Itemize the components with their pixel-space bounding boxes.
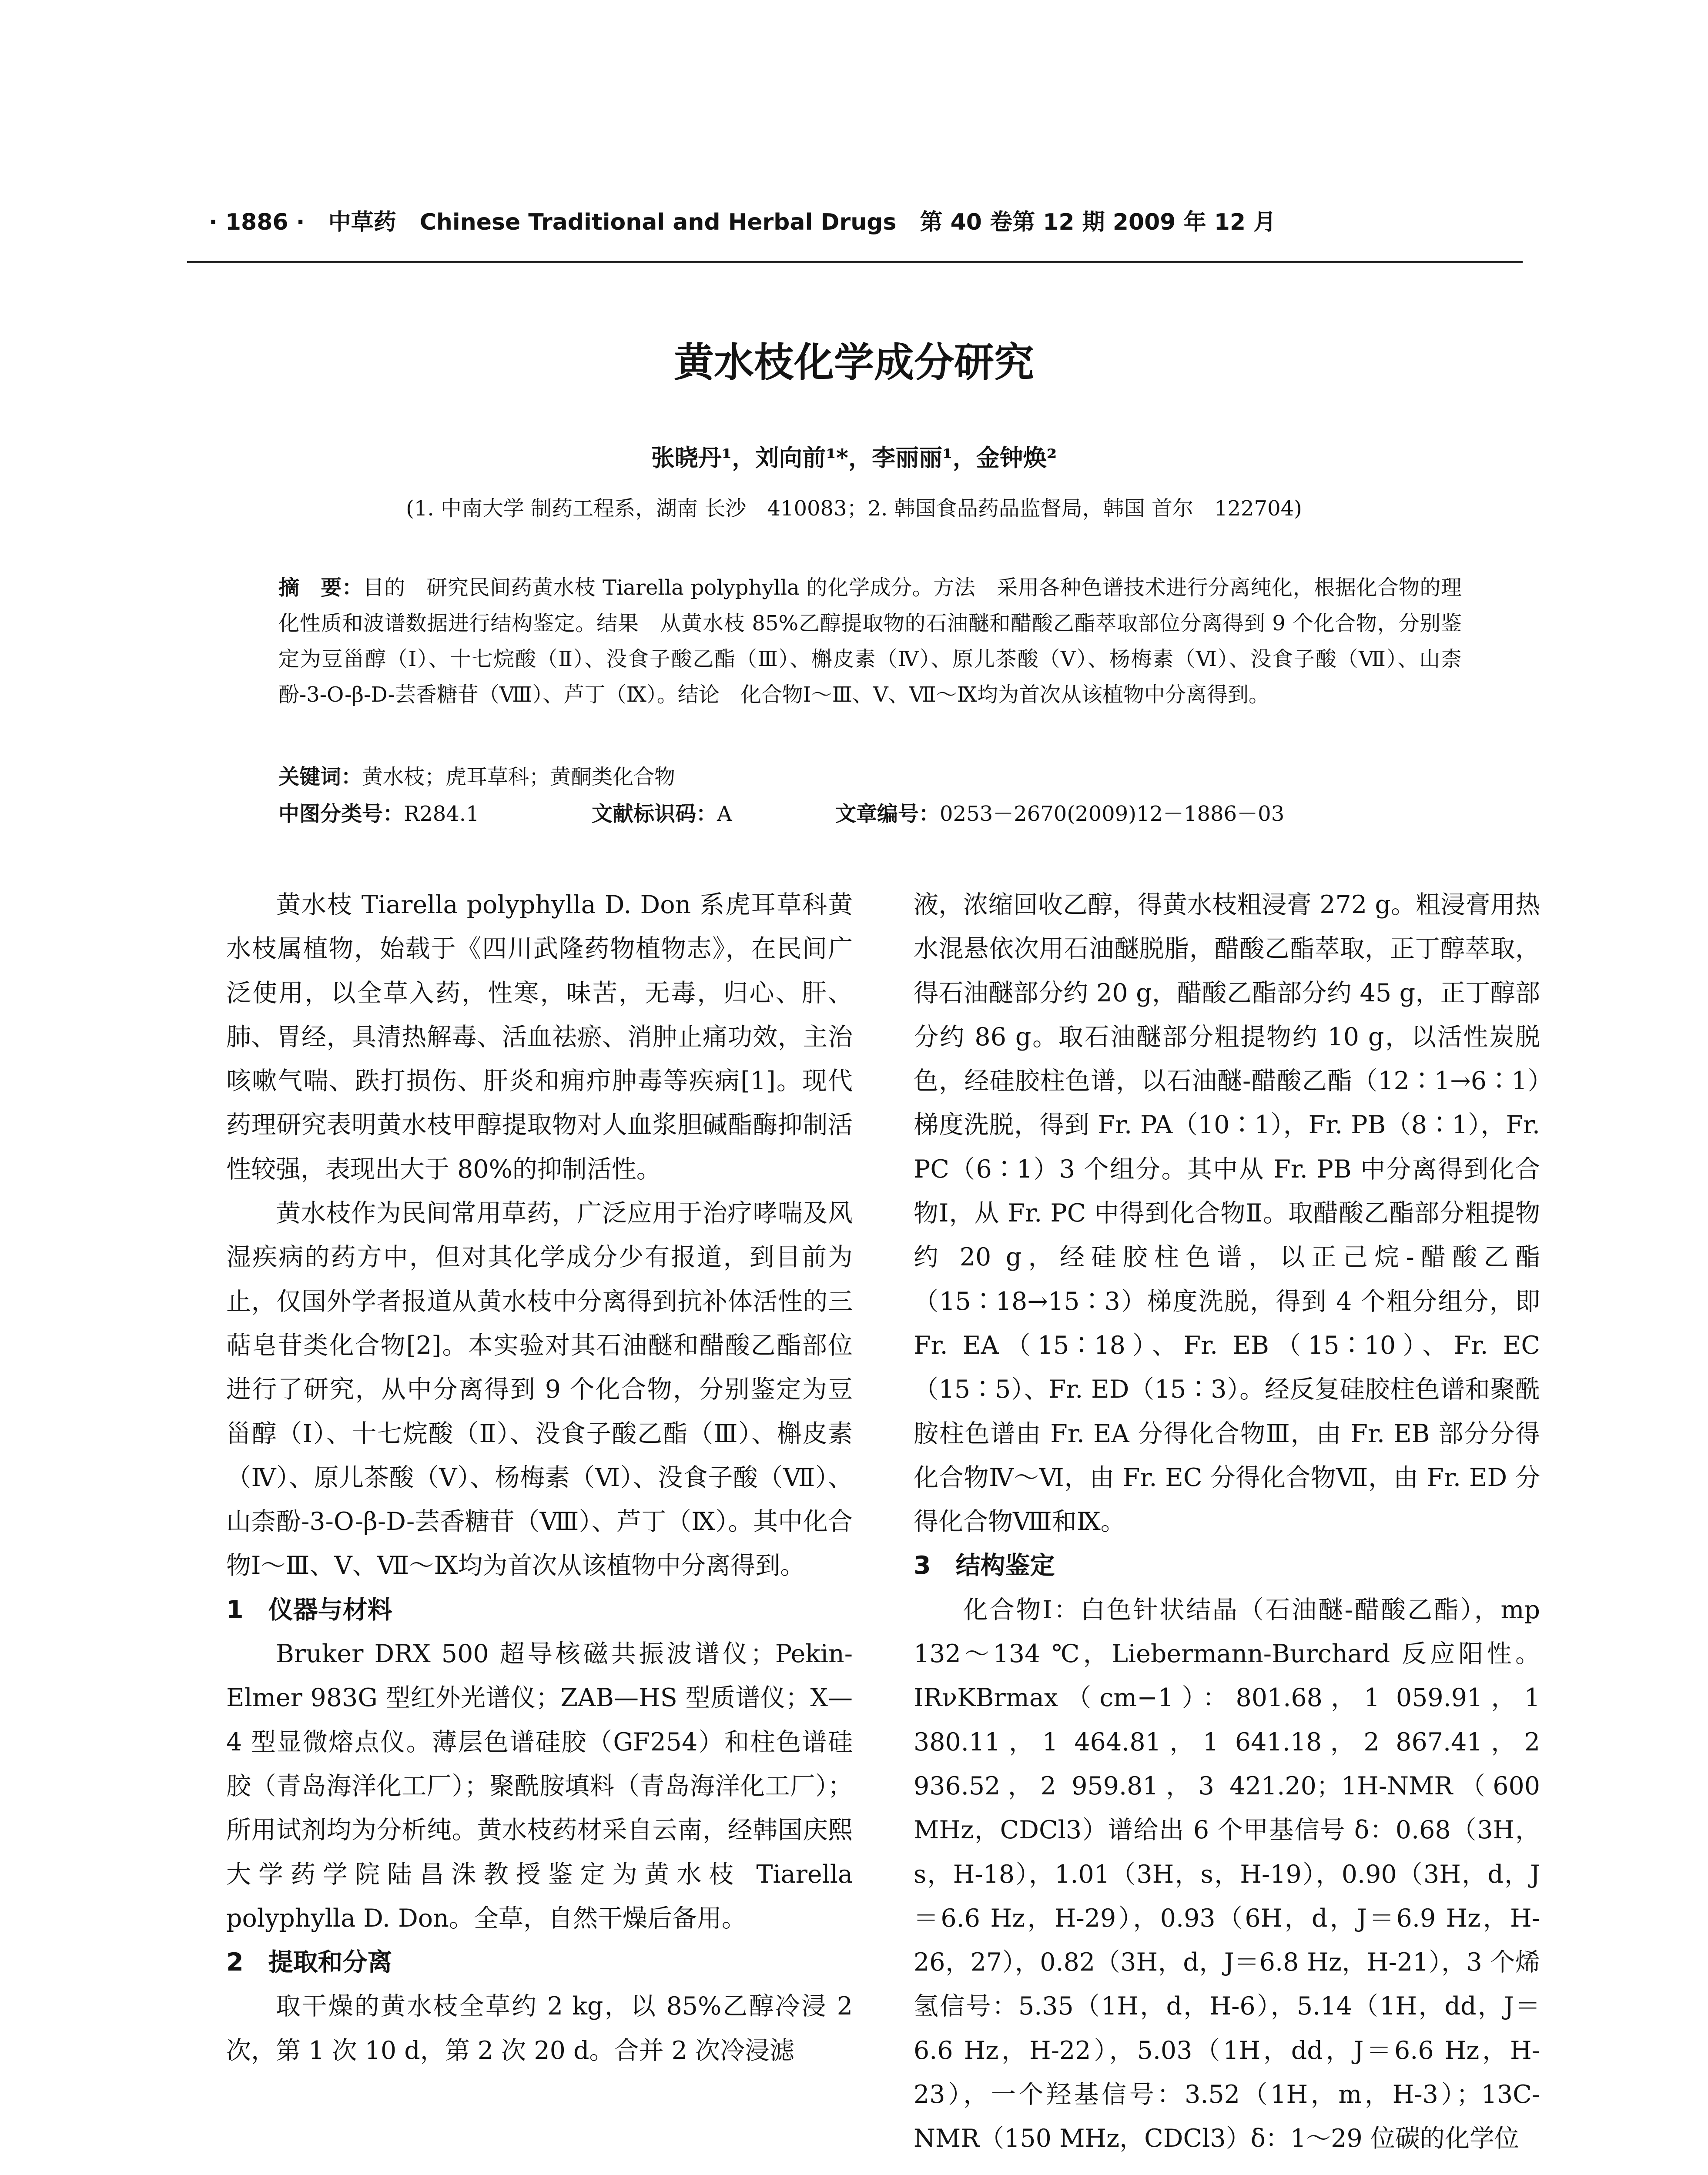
running-header [209,204,1514,243]
journal-issue: 第 40 卷第 12 期 2009 年 12 月 [920,209,1276,235]
section-heading-2: 2 提取和分离 [226,1948,392,1977]
classification-line [278,796,1540,832]
abstract-label: 摘 要： [278,576,363,600]
section-heading-3: 3 结构鉴定 [914,1551,1055,1580]
keywords-label: 关键词： [278,765,362,789]
article-number: 0253－2670(2009)12－1886－03 [940,802,1285,826]
journal-name-cn: 中草药 [328,209,396,235]
journal-name-en: Chinese Traditional and Herbal Drugs [419,209,897,235]
page-number: · 1886 · [209,209,305,235]
doc-code: A [717,802,732,826]
abstract [278,570,1462,713]
intro-paragraph-1: 黄水枝 Tiarella polyphylla D. Don 系虎耳草科黄水枝属植物，始载于《四川武隆药物植物志》，在民间广泛使用，以全草入药，性寒，味苦，无毒，归心、肝、肺、胃经，具清热解毒、活血祛瘀、消肿止痛功效，主治咳嗽气喘、跌打损伤、肝炎和痈疖肿毒等疾病[1]。现代药理研究表明黄水枝甲醇提取物对人血浆胆碱酯酶抑制活性较强，表现出大于 80%的抑制活性。 [226,890,853,1184]
clc-label: 中图分类号： [278,802,404,826]
doc-code-label: 文献标识码： [592,802,717,826]
keywords-text: 黄水枝；虎耳草科；黄酮类化合物 [362,765,676,789]
affiliations: (1. 中南大学 制药工程系，湖南 长沙 410083；2. 韩国食品药品监督局，韩国 首尔 122704) [406,496,1302,521]
materials-paragraph: Bruker DRX 500 超导核磁共振波谱仪；Pekin-Elmer 983G 型红外光谱仪；ZAB—HS 型质谱仪；X—4 型显微熔点仪。薄层色谱硅胶（GF254）和柱色谱硅胶（青岛海洋化工厂）；聚酰胺填料（青岛海洋化工厂）；所用试剂均为分析纯。黄水枝药材采自云南，经韩国庆熙大学药学院陆昌洙教授鉴定为黄水枝 Tiarella polyphylla D. Don。全草，自然干燥后备用。 [226,1640,853,1933]
intro-paragraph-2: 黄水枝作为民间常用草药，广泛应用于治疗哮喘及风湿疾病的药方中，但对其化学成分少有报道，到目前为止，仅国外学者报道从黄水枝中分离得到抗补体活性的三萜皂苷类化合物[2]。本实验对其石油醚和醋酸乙酯部位进行了研究，从中分离得到 9 个化合物，分别鉴定为豆甾醇（Ⅰ）、十七烷酸（Ⅱ）、没食子酸乙酯（Ⅲ）、槲皮素（Ⅳ）、原儿茶酸（Ⅴ）、杨梅素（Ⅵ）、没食子酸（Ⅶ）、山柰酚-3-O-β-D-芸香糖苷（Ⅷ）、芦丁（Ⅸ）。其中化合物Ⅰ～Ⅲ、Ⅴ、Ⅶ～Ⅸ均为首次从该植物中分离得到。 [226,1199,853,1580]
extraction-paragraph-cont: 液，浓缩回收乙醇，得黄水枝粗浸膏 272 g。粗浸膏用热水混悬依次用石油醚脱脂，醋酸乙酯萃取，正丁醇萃取，得石油醚部分约 20 g，醋酸乙酯部分约 45 g，正丁醇部分约 86 g。取石油醚部分粗提物约 10 g，以活性炭脱色，经硅胶柱色谱，以石油醚-醋酸乙酯（12∶1→6∶1）梯度洗脱，得到 Fr. PA（10∶1），Fr. PB（8∶1），Fr. PC（6∶1）3 个组分。其中从 Fr. PB 中分离得到化合物Ⅰ，从 Fr. PC 中得到化合物Ⅱ。取醋酸乙酯部分粗提物约 20 g，经硅胶柱色谱，以正己烷-醋酸乙酯（15∶18→15∶3）梯度洗脱，得到 4 个粗分组分，即 Fr. EA（15∶18）、Fr. EB（15∶10）、Fr. EC（15∶5）、Fr. ED（15∶3）。经反复硅胶柱色谱和聚酰胺柱色谱由 Fr. EA 分得化合物Ⅲ，由 Fr. EB 部分分得化合物Ⅳ～Ⅵ，由 Fr. EC 分得化合物Ⅶ，由 Fr. ED 分得化合物Ⅷ和Ⅸ。 [914,890,1540,1536]
compound-1-paragraph: 化合物Ⅰ：白色针状结晶（石油醚-醋酸乙酯），mp 132～134 ℃，Liebermann-Burchard 反应阳性。IRνKBrmax（cm−1）：801.68，1 059.91，1 380.11，1 464.81，1 641.18，2 867.41，2 936.52，2 959.81，3 421.20；1H-NMR（600 MHz，CDCl3）谱给出 6 个甲基信号 δ：0.68（3H，s，H-18），1.01（3H，s，H-19），0.90（3H，d，J＝6.6 Hz，H-29），0.93（6H，d，J＝6.9 Hz，H-26，27），0.82（3H，d，J＝6.8 Hz，H-21），3 个烯氢信号：5.35（1H，d，H-6），5.14（1H，dd，J＝6.6 Hz，H-22），5.03（1H，dd，J＝6.6 Hz，H-23），一个羟基信号：3.52（1H，m，H-3）；13C-NMR（150 MHz，CDCl3）δ：1～29 位碳的化学位 [914,1595,1540,2153]
article-number-label: 文章编号： [835,802,940,826]
abstract-text: 目的 研究民间药黄水枝 Tiarella polyphylla 的化学成分。方法 采用各种色谱技术进行分离纯化，根据化合物的理化性质和波谱数据进行结构鉴定。结果 从黄水枝 85%乙醇提取物的石油醚和醋酸乙酯萃取部位分离得到 9 个化合物，分别鉴定为豆甾醇（Ⅰ）、十七烷酸（Ⅱ）、没食子酸乙酯（Ⅲ）、槲皮素（Ⅳ）、原儿茶酸（Ⅴ）、杨梅素（Ⅵ）、没食子酸（Ⅶ）、山柰酚-3-O-β-D-芸香糖苷（Ⅷ）、芦丁（Ⅸ）。结论 化合物Ⅰ～Ⅲ、Ⅴ、Ⅶ～Ⅸ均为首次从该植物中分离得到。 [278,576,1462,707]
keywords [278,759,1462,795]
author-list: 张晓丹¹，刘向前¹*，李丽丽¹，金钟焕² [651,444,1057,472]
right-column [914,883,1540,2161]
paper-title: 黄水枝化学成分研究 [673,339,1034,386]
left-column [226,883,853,2073]
clc-code: R284.1 [404,802,479,826]
section-heading-1: 1 仪器与材料 [226,1595,392,1624]
extraction-paragraph: 取干燥的黄水枝全草约 2 kg，以 85%乙醇冷浸 2 次，第 1 次 10 d，第 2 次 20 d。合并 2 次冷浸滤 [226,1992,853,2065]
header-rule [187,261,1523,263]
